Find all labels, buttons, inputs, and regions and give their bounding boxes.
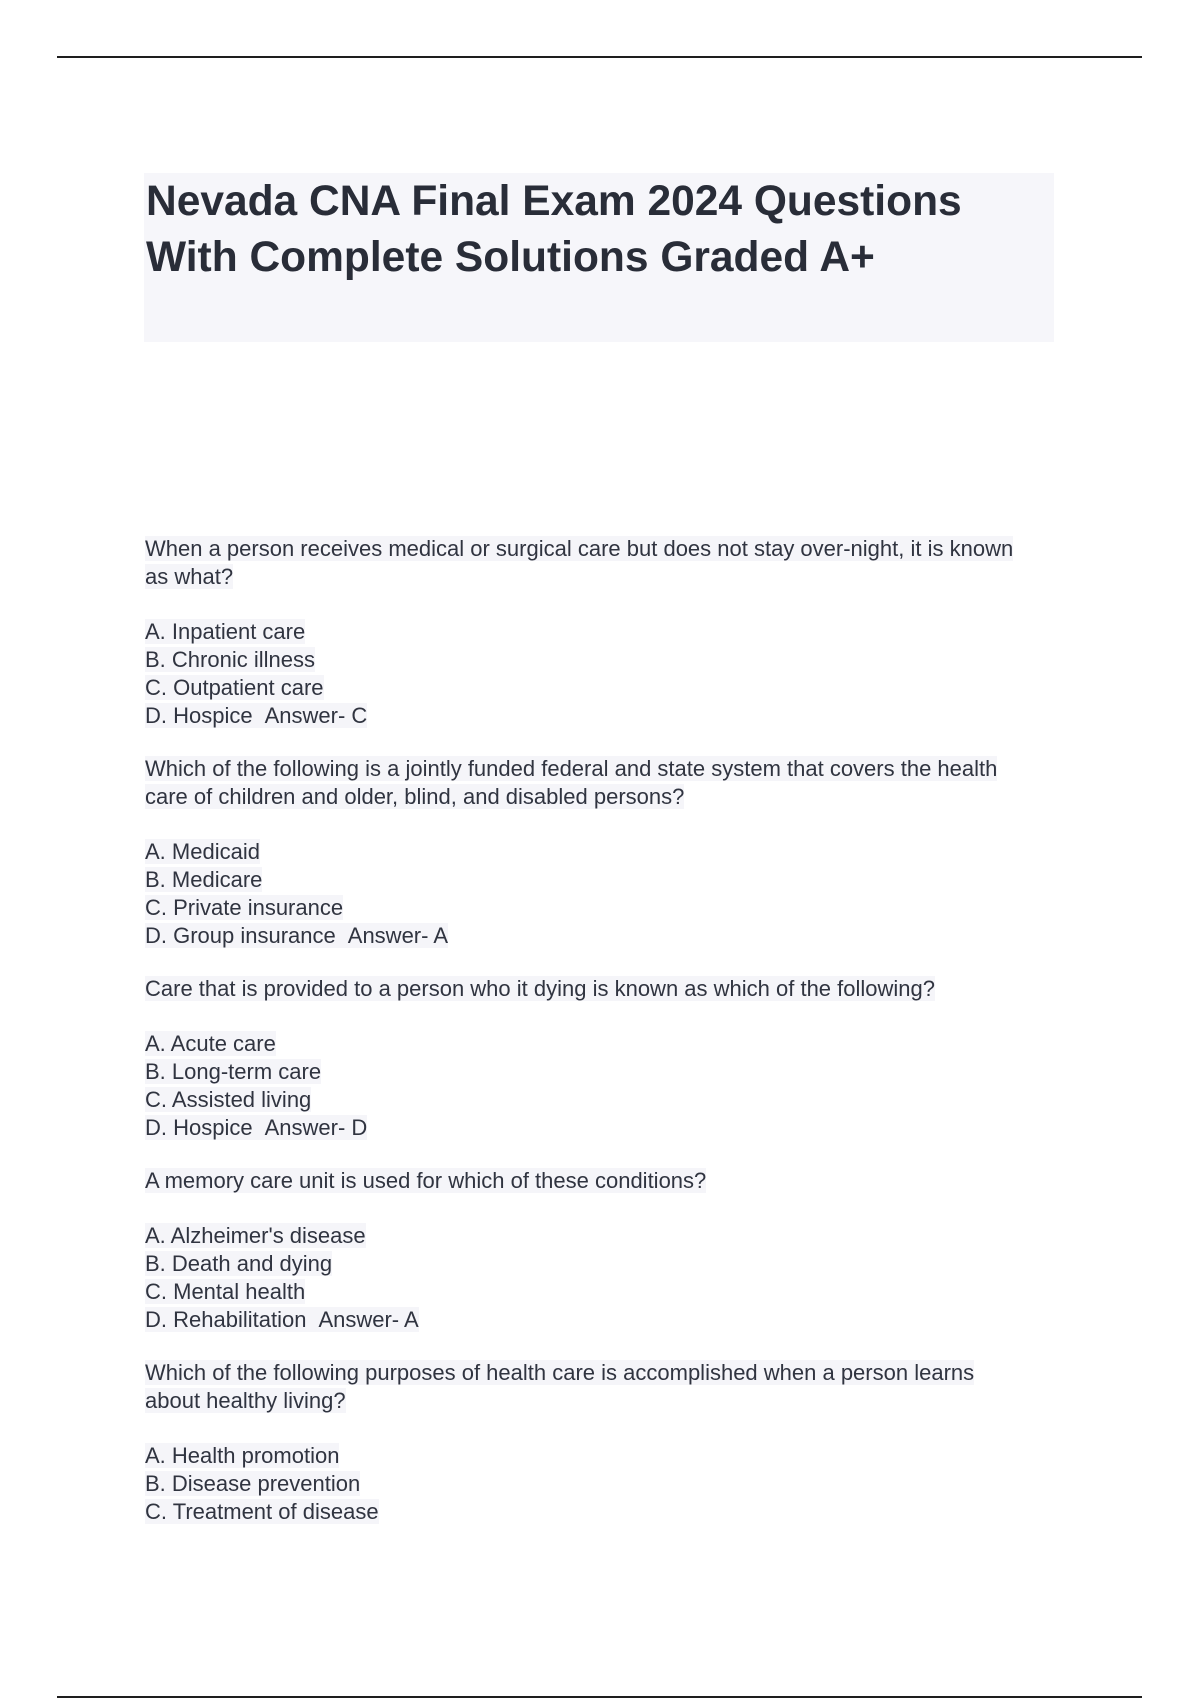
option-item: D. Rehabilitation Answer- A <box>145 1307 419 1332</box>
question-block <box>145 755 1045 950</box>
option-item: D. Hospice Answer- C <box>145 703 368 728</box>
question-text: Which of the following purposes of health care is accomplished when a person learns about healthy living? <box>145 1360 975 1413</box>
option-item: C. Assisted living <box>145 1087 312 1112</box>
question-text: A memory care unit is used for which of these conditions? <box>145 1168 707 1193</box>
question-text: When a person receives medical or surgical care but does not stay over-night, it is known as what? <box>145 536 1014 589</box>
option-list <box>145 1442 1045 1526</box>
answer-label: Answer- C <box>264 703 368 728</box>
option-item: D. Hospice Answer- D <box>145 1115 368 1140</box>
option-item: B. Chronic illness <box>145 647 315 672</box>
option-list <box>145 1030 1045 1142</box>
option-item: B. Death and dying <box>145 1251 333 1276</box>
option-item: C. Outpatient care <box>145 675 324 700</box>
option-item: C. Mental health <box>145 1279 306 1304</box>
answer-label: Answer- A <box>347 923 449 948</box>
option-list <box>145 1222 1045 1334</box>
answer-label: Answer- A <box>318 1307 419 1332</box>
document-title: Nevada CNA Final Exam 2024 Questions With Complete Solutions Graded A+ <box>146 178 962 281</box>
question-block <box>145 1359 1045 1526</box>
question-text: Which of the following is a jointly funded federal and state system that covers the health care of children and older, blind, and disabled persons? <box>145 756 998 809</box>
question-block <box>145 975 1045 1142</box>
option-item: A. Acute care <box>145 1031 276 1056</box>
option-item: C. Treatment of disease <box>145 1499 379 1524</box>
option-item: B. Disease prevention <box>145 1471 361 1496</box>
option-list <box>145 618 1045 730</box>
option-item: A. Alzheimer's disease <box>145 1223 366 1248</box>
bottom-rule <box>57 1696 1142 1698</box>
option-item: C. Private insurance <box>145 895 344 920</box>
option-item: A. Inpatient care <box>145 619 306 644</box>
option-item: A. Health promotion <box>145 1443 340 1468</box>
answer-label: Answer- D <box>264 1115 368 1140</box>
question-text: Care that is provided to a person who it dying is known as which of the following? <box>145 976 935 1001</box>
option-item: A. Medicaid <box>145 839 260 864</box>
question-block <box>145 1167 1045 1334</box>
option-item: B. Long-term care <box>145 1059 322 1084</box>
option-item: B. Medicare <box>145 867 263 892</box>
question-list <box>145 535 1045 1551</box>
option-list <box>145 838 1045 950</box>
question-block <box>145 535 1045 730</box>
top-rule <box>57 56 1142 58</box>
option-item: D. Group insurance Answer- A <box>145 923 449 948</box>
